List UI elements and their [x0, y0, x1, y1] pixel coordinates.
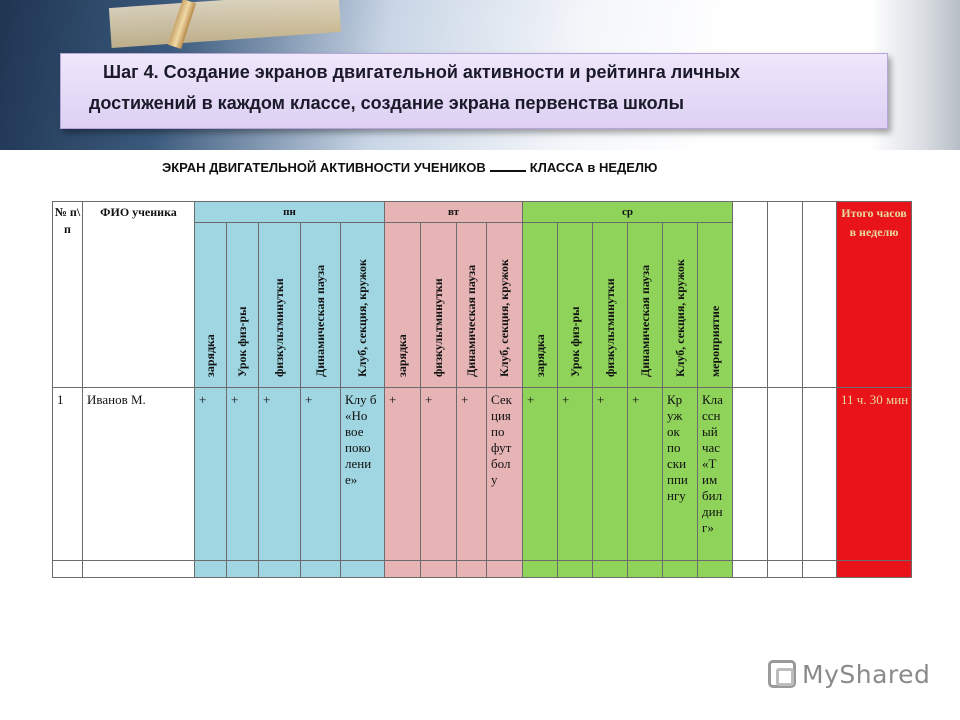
- empty-cell: [523, 561, 558, 578]
- empty-cell: [301, 561, 341, 578]
- empty-cell: [663, 561, 698, 578]
- column-header: физкультминутки: [259, 223, 301, 388]
- empty-cell: [421, 561, 457, 578]
- table-cell: Кла ссн ый час «Т им бил дин г»: [698, 388, 733, 561]
- column-header: Динамическая пауза: [457, 223, 487, 388]
- empty-cell: [83, 561, 195, 578]
- empty-cell: [628, 561, 663, 578]
- empty-cell: [803, 561, 837, 578]
- table-cell: Сек ция по фут бол у: [487, 388, 523, 561]
- fio-header: ФИО ученика: [83, 202, 195, 388]
- column-header: Динамическая пауза: [628, 223, 663, 388]
- watermark-text: MyShared: [802, 659, 931, 689]
- table-row-empty: [53, 561, 912, 578]
- empty-cell: [195, 561, 227, 578]
- empty-header: [803, 202, 837, 388]
- column-header: Урок физ-ры: [558, 223, 593, 388]
- column-header: Клуб, секция, кружок: [341, 223, 385, 388]
- table-cell: +: [227, 388, 259, 561]
- column-header: зарядка: [523, 223, 558, 388]
- empty-cell: [837, 561, 912, 578]
- table-cell: +: [558, 388, 593, 561]
- column-header: зарядка: [195, 223, 227, 388]
- empty-cell: [733, 388, 768, 561]
- student-name: Иванов М.: [83, 388, 195, 561]
- empty-cell: [259, 561, 301, 578]
- table-cell: +: [195, 388, 227, 561]
- row-number: 1: [53, 388, 83, 561]
- column-header: физкультминутки: [593, 223, 628, 388]
- myshared-icon: [768, 660, 796, 688]
- empty-cell: [341, 561, 385, 578]
- column-header: Клуб, секция, кружок: [487, 223, 523, 388]
- table-caption-start: ЭКРАН ДВИГАТЕЛЬНОЙ АКТИВНОСТИ УЧЕНИКОВ: [162, 160, 486, 175]
- empty-cell: [457, 561, 487, 578]
- table-cell: +: [593, 388, 628, 561]
- column-header: зарядка: [385, 223, 421, 388]
- column-header: мероприятие: [698, 223, 733, 388]
- table-caption-end: КЛАССА в НЕДЕЛЮ: [529, 160, 658, 175]
- empty-cell: [487, 561, 523, 578]
- column-header: Динамическая пауза: [301, 223, 341, 388]
- empty-cell: [698, 561, 733, 578]
- empty-cell: [385, 561, 421, 578]
- column-header: Клуб, секция, кружок: [663, 223, 698, 388]
- day-header-wed: ср: [523, 202, 733, 223]
- table-cell: +: [457, 388, 487, 561]
- empty-cell: [733, 561, 768, 578]
- empty-cell: [558, 561, 593, 578]
- table-cell: +: [301, 388, 341, 561]
- table-cell: +: [385, 388, 421, 561]
- activity-table: [52, 201, 912, 578]
- table-cell: +: [523, 388, 558, 561]
- empty-cell: [768, 388, 803, 561]
- table-row: [53, 388, 912, 561]
- empty-header: [733, 202, 768, 388]
- watermark-logo: [768, 657, 930, 691]
- column-header: Урок физ-ры: [227, 223, 259, 388]
- column-header: физкультминутки: [421, 223, 457, 388]
- table-cell: +: [421, 388, 457, 561]
- total-cell: 11 ч. 30 мин: [837, 388, 912, 561]
- empty-header: [768, 202, 803, 388]
- slide-title-line-1: Шаг 4. Создание экранов двигательной активности и рейтинга личных: [103, 62, 741, 82]
- empty-cell: [53, 561, 83, 578]
- table-cell: Клу б «Но вое поко лени е»: [341, 388, 385, 561]
- header-row-days: [53, 202, 912, 223]
- slide-title-line-2: достижений в каждом классе, создание экрана первенства школы: [89, 93, 684, 113]
- class-blank-line: [490, 159, 526, 172]
- table-cell: +: [628, 388, 663, 561]
- total-header: Итого часов в неделю: [837, 202, 912, 388]
- table-cell: Кр уж ок по ски ппи нгу: [663, 388, 698, 561]
- empty-cell: [227, 561, 259, 578]
- table-cell: +: [259, 388, 301, 561]
- empty-cell: [803, 388, 837, 561]
- day-header-mon: пн: [195, 202, 385, 223]
- empty-cell: [768, 561, 803, 578]
- empty-cell: [593, 561, 628, 578]
- table-caption: [162, 159, 657, 175]
- num-header: № п\ п: [53, 202, 83, 388]
- day-header-tue: вт: [385, 202, 523, 223]
